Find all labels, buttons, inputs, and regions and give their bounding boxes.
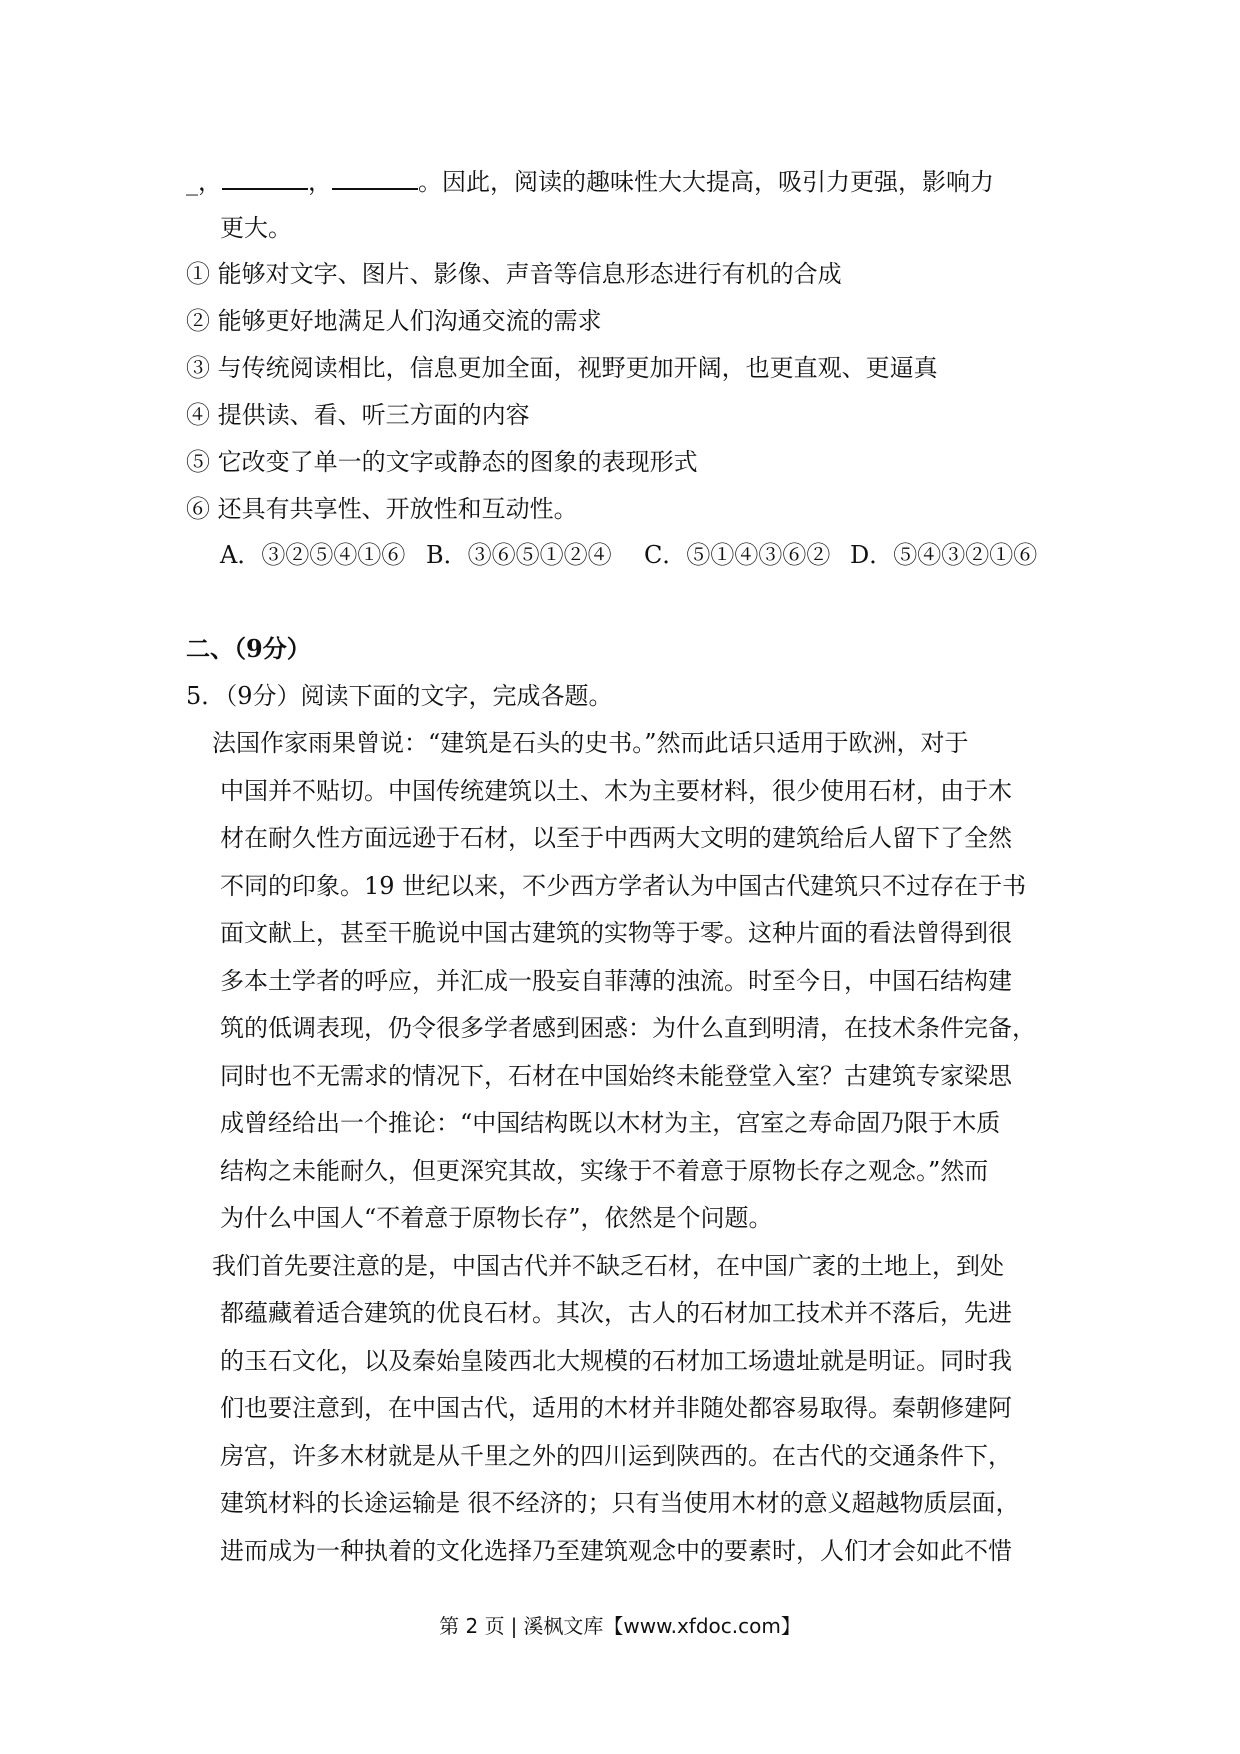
- fill-blank-2: [332, 166, 418, 190]
- passage-line: 建筑材料的长途运输是 很不经济的；只有当使用木材的意义超越物质层面，: [220, 1489, 1020, 1517]
- answer-choices: [220, 540, 1037, 570]
- choice-b: B．③⑥⑤①②④: [426, 541, 612, 569]
- passage-line: 筑的低调表现，仍令很多学者感到困惑：为什么直到明清，在技术条件完备，: [220, 1014, 1036, 1042]
- option-1: ① 能够对文字、图片、影像、声音等信息形态进行有机的合成: [186, 260, 842, 288]
- option-3: ③ 与传统阅读相比，信息更加全面，视野更加开阔，也更直观、更逼真: [186, 354, 938, 382]
- option-5: ⑤ 它改变了单一的文字或静态的图象的表现形式: [186, 448, 698, 476]
- fill-blank-1: [222, 166, 308, 190]
- passage-line: 都蕴藏着适合建筑的优良石材。其次，古人的石材加工技术并不落后，先进: [220, 1299, 1012, 1327]
- question-stem: 5．（9分）阅读下面的文字，完成各题。: [186, 682, 613, 710]
- top-comma-1: ，: [198, 168, 222, 196]
- top-comma-2: ，: [308, 168, 332, 196]
- passage-line: 成曾经给出一个推论：“中国结构既以木材为主，宫室之寿命固乃限于木质: [220, 1109, 1001, 1137]
- passage-line: 多本土学者的呼应，并汇成一股妄自菲薄的浊流。时至今日，中国石结构建: [220, 967, 1012, 995]
- option-4: ④ 提供读、看、听三方面的内容: [186, 401, 530, 429]
- section-heading: 二、（9分）: [186, 634, 311, 663]
- footer-page-number: 第 2 页: [439, 1614, 505, 1638]
- passage-line: 材在耐久性方面远逊于石材，以至于中西两大文明的建筑给后人留下了全然: [220, 824, 1012, 852]
- passage-line: 们也要注意到，在中国古代，适用的木材并非随处都容易取得。秦朝修建阿: [220, 1394, 1012, 1422]
- passage-line: 中国并不贴切。中国传统建筑以土、木为主要材料，很少使用石材，由于木: [220, 777, 1012, 805]
- top-line: [186, 166, 994, 197]
- choice-d: D．⑤④③②①⑥: [850, 541, 1038, 569]
- top-line-cont: 更大。: [220, 214, 292, 242]
- option-6: ⑥ 还具有共享性、开放性和互动性。: [186, 495, 578, 523]
- footer-separator: |: [510, 1614, 518, 1638]
- passage-line: 为什么中国人“不着意于原物长存”，依然是个问题。: [220, 1204, 773, 1232]
- choice-a: A．③②⑤④①⑥: [220, 541, 406, 569]
- passage-line: 结构之未能耐久，但更深究其故，实缘于不着意于原物长存之观念。”然而: [220, 1157, 989, 1185]
- passage-line: 我们首先要注意的是，中国古代并不缺乏石材，在中国广袤的土地上，到处: [212, 1252, 1004, 1280]
- passage-line: 的玉石文化，以及秦始皇陵西北大规模的石材加工场遗址就是明证。同时我: [220, 1347, 1012, 1375]
- page-footer: [0, 1610, 1240, 1639]
- passage-line: 法国作家雨果曾说：“建筑是石头的史书。”然而此话只适用于欧洲，对于: [212, 729, 969, 757]
- passage-line: 进而成为一种执着的文化选择乃至建筑观念中的要素时，人们才会如此不惜: [220, 1537, 1012, 1565]
- footer-site-link[interactable]: 溪枫文库【www.xfdoc.com】: [523, 1614, 801, 1638]
- passage-line: 面文献上，甚至干脆说中国古建筑的实物等于零。这种片面的看法曾得到很: [220, 919, 1012, 947]
- passage-line: 同时也不无需求的情况下，石材在中国始终未能登堂入室？古建筑专家梁思: [220, 1062, 1012, 1090]
- top-rest: 。因此，阅读的趣味性大大提高，吸引力更强，影响力: [418, 168, 994, 196]
- passage-line: 不同的印象。19 世纪以来，不少西方学者认为中国古代建筑只不过存在于书: [220, 872, 1027, 900]
- choice-c: C．⑤①④③⑥②: [644, 541, 831, 569]
- option-2: ② 能够更好地满足人们沟通交流的需求: [186, 307, 602, 335]
- top-dash: _: [186, 168, 198, 196]
- passage-line: 房宫，许多木材就是从千里之外的四川运到陕西的。在古代的交通条件下，: [220, 1442, 1012, 1470]
